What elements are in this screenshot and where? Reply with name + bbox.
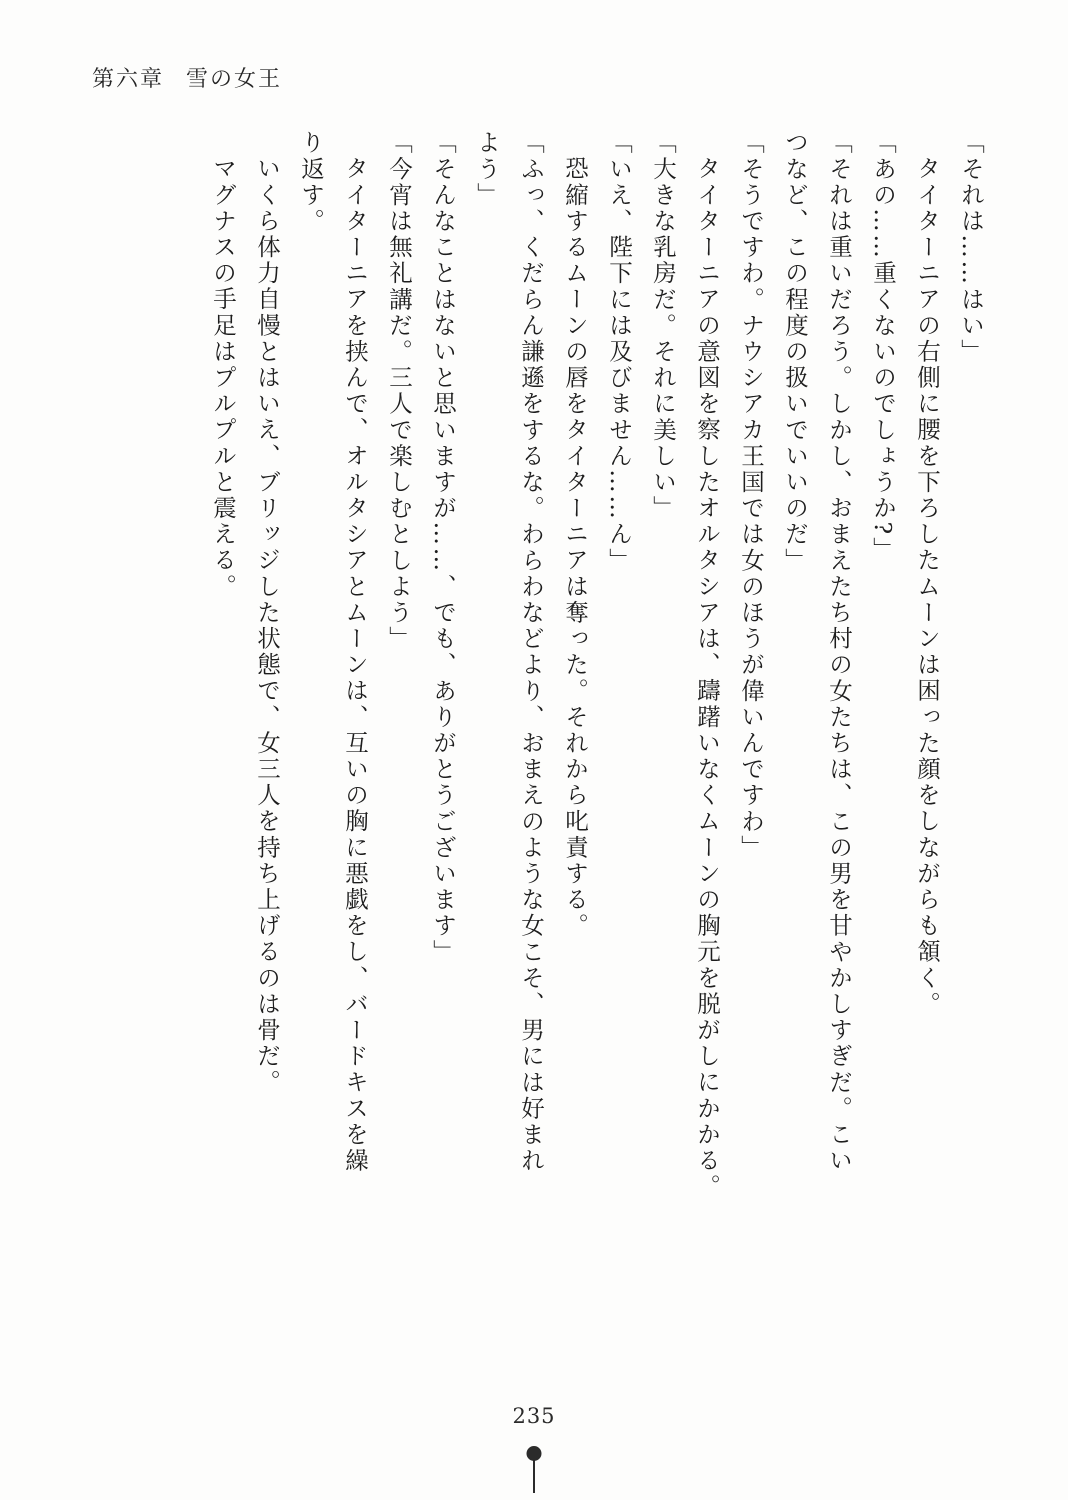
text-column: いくら体力自慢とはいえ、ブリッジした状態で、女三人を持ち上げるのは骨だ。 [253, 156, 281, 1096]
text-column: 「あの……重くないのでしょうか?」 [869, 130, 897, 563]
text-column: タイターニアを挟んで、オルタシアとムーンは、互いの胸に悪戯をし、バードキスを繰 [341, 156, 369, 1174]
text-column: 「そんなことはないと思いますが……、でも、ありがとうございます」 [429, 130, 457, 966]
text-column: 「そうですわ。ナウシアカ王国では女のほうが偉いんですわ」 [737, 130, 765, 861]
vertical-text-body [92, 130, 985, 1370]
text-column: り返す。 [297, 130, 325, 235]
page-number: 235 [512, 1404, 556, 1428]
text-column: つなど、この程度の扱いでいいのだ」 [781, 130, 809, 574]
text-column: 恐縮するムーンの唇をタイターニアは奪った。それから叱責する。 [561, 156, 589, 939]
chapter-title: 雪の女王 [186, 67, 283, 92]
text-column: タイターニアの右側に腰を下ろしたムーンは困った顔をしながらも頷く。 [913, 156, 941, 1018]
text-column: タイターニアの意図を察したオルタシアは、躊躇いなくムーンの胸元を脱がしにかかる。 [693, 156, 721, 1200]
text-column: 「大きな乳房だ。それに美しい」 [649, 130, 677, 522]
running-head [92, 62, 282, 93]
text-column: 「それは……はい」 [957, 130, 985, 365]
text-column: マグナスの手足はプルプルと震える。 [209, 156, 237, 600]
text-column: よう」 [473, 130, 501, 209]
chapter-number: 第六章 [92, 67, 165, 92]
ornament-stem [533, 1459, 535, 1493]
lollipop-ornament-icon [523, 1446, 545, 1492]
text-column: 「ふっ、くだらん謙遜をするな。わらわなどより、おまえのような女こそ、男には好まれ [517, 130, 545, 1174]
text-column: 「それは重いだろう。しかし、おまえたち村の女たちは、この男を甘やかしすぎだ。こい [825, 130, 853, 1174]
text-column: 「いえ、陛下には及びません……ん」 [605, 130, 633, 574]
text-column: 「今宵は無礼講だ。三人で楽しむとしよう」 [385, 130, 413, 652]
